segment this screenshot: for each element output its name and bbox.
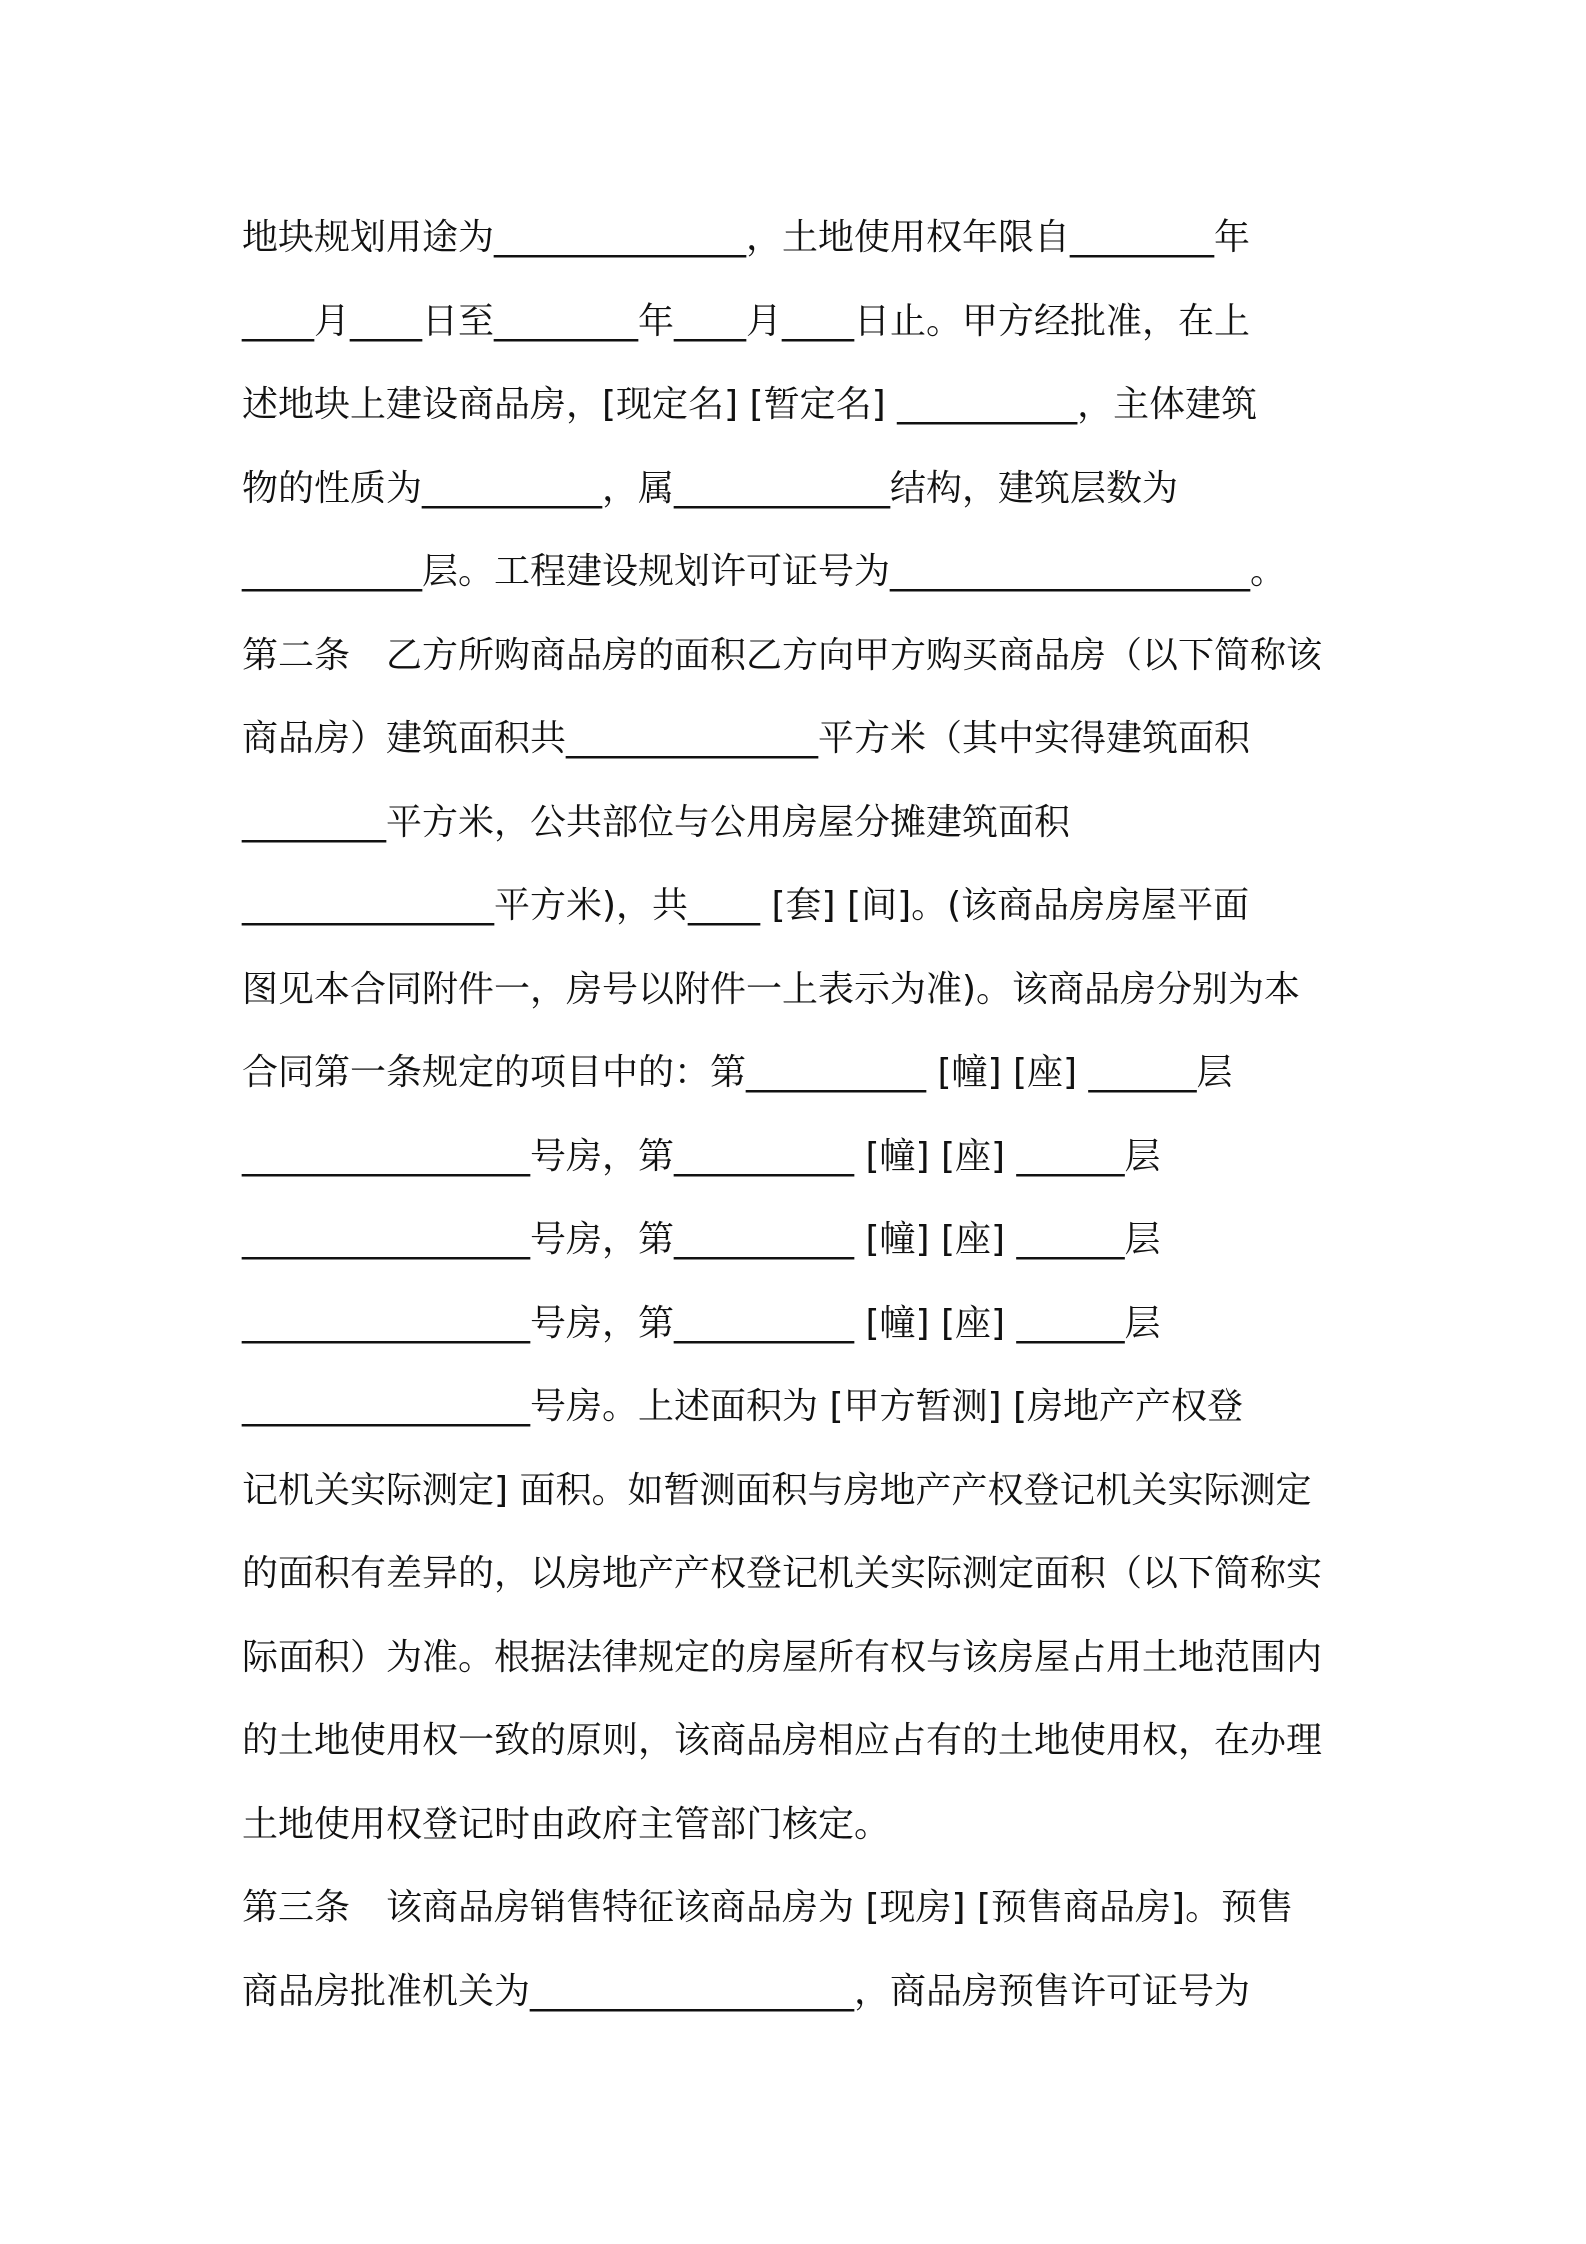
text-line-14: ________________号房，第__________ [幢] [座] ______层 <box>242 1302 1161 1344</box>
text-line-15: ________________号房。上述面积为 [甲方暂测] [房地产产权登 <box>242 1386 1244 1427</box>
text-line-11: 合同第一条规定的项目中的：第__________ [幢] [座] ______层 <box>242 1052 1233 1093</box>
text-line-22: 商品房批准机关为__________________，商品房预售许可证号为 <box>242 1970 1251 2012</box>
text-line-2: ____月____日至________年____月____日止。甲方经批准，在上 <box>242 300 1251 342</box>
text-line-20: 土地使用权登记时由政府主管部门核定。 <box>242 1803 891 1845</box>
text-line-4: 物的性质为__________，属____________结构，建筑层数为 <box>242 467 1179 509</box>
text-line-18: 际面积）为准。根据法律规定的房屋所有权与该房屋占用土地范围内 <box>242 1636 1323 1678</box>
text-line-12: ________________号房，第__________ [幢] [座] ______层 <box>242 1135 1161 1177</box>
text-line-17: 的面积有差异的，以房地产产权登记机关实际测定面积（以下简称实 <box>242 1553 1323 1594</box>
text-line-3: 述地块上建设商品房，[现定名] [暂定名] __________，主体建筑 <box>242 384 1258 425</box>
article-3-heading-line: 第三条 该商品房销售特征该商品房为 [现房] [预售商品房]。预售 <box>242 1887 1294 1928</box>
text-line-5: __________层。工程建设规划许可证号为____________________。 <box>242 551 1287 592</box>
text-line-13: ________________号房，第__________ [幢] [座] ______层 <box>242 1219 1161 1260</box>
contract-text <box>242 196 1372 2033</box>
text-line-8: ________平方米，公共部位与公用房屋分摊建筑面积 <box>242 801 1071 843</box>
text-line-9: ______________平方米)，共____ [套] [间]。(该商品房房屋平面 <box>242 885 1250 926</box>
text-line-7: 商品房）建筑面积共______________平方米（其中实得建筑面积 <box>242 718 1251 759</box>
text-line-19: 的土地使用权一致的原则，该商品房相应占有的土地使用权，在办理 <box>242 1720 1323 1761</box>
text-line-10: 图见本合同附件一，房号以附件一上表示为准)。该商品房分别为本 <box>242 968 1301 1010</box>
text-line-1: 地块规划用途为______________，土地使用权年限自________年 <box>242 217 1251 258</box>
text-line-16: 记机关实际测定] 面积。如暂测面积与房地产产权登记机关实际测定 <box>242 1469 1312 1511</box>
article-2-heading-line: 第二条 乙方所购商品房的面积乙方向甲方购买商品房（以下简称该 <box>242 634 1323 676</box>
